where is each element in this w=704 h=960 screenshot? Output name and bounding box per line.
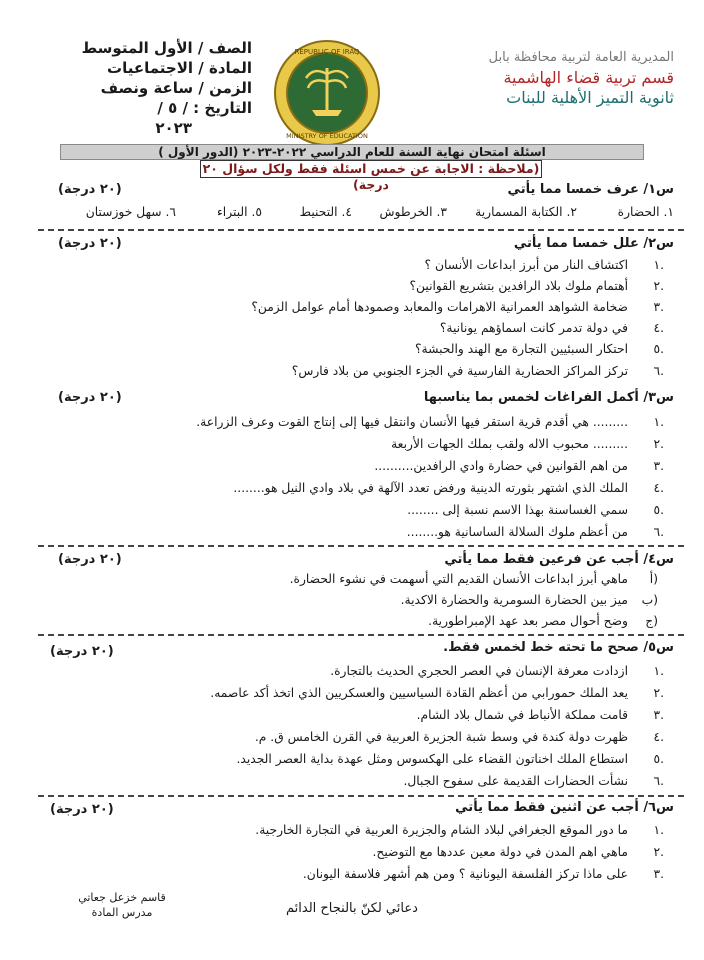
q2-item: في دولة تدمر كانت اسماؤهم يونانية؟ <box>439 321 628 335</box>
q2-item-number: ٦. <box>653 364 664 378</box>
q2-item: أهتمام ملوك بلاد الرافدين بتشريع القوانين؟ <box>409 279 628 293</box>
q2-item: تركز المراكز الحضارية الفارسية في الجزء الجنوبي من بلاد فارس؟ <box>291 364 628 378</box>
teacher-signature <box>72 890 172 920</box>
section-divider <box>38 634 684 636</box>
q6-item: ما دور الموقع الجغرافي لبلاد الشام والجزيرة العربية في التجارة الخارجية. <box>255 823 628 837</box>
q2-marks: (٢٠ درجة) <box>58 236 122 251</box>
q3-marks: (٢٠ درجة) <box>58 390 122 405</box>
q6-item-number: ٣. <box>653 867 664 881</box>
q3-item: الملك الذي اشتهر بثورته الدينية ورفض تعدد الآلهة في بلاد وادي النيل هو........ <box>233 481 628 495</box>
q3-item-number: ٢. <box>653 437 664 451</box>
q3-item: ......... محبوب الاله ولقب بملك الجهات الأربعة <box>391 437 628 451</box>
q6-title: س٦/ أجب عن اثنين فقط مما يأتي <box>455 800 674 815</box>
ministry-of-education-seal-icon <box>272 38 382 148</box>
q2-title: س٢/ علل خمسا مما يأتي <box>513 236 674 251</box>
q3-item: ......... هي أقدم قرية استقر فيها الأنسان وانتقل فيها إلى إنتاج القوت وعرف الزراعة. <box>196 415 628 429</box>
q6-item: على ماذا تركز الفلسفة اليونانية ؟ ومن هم أشهر فلاسفة اليونان. <box>302 867 628 881</box>
svg-text:REPUBLIC OF IRAQ: REPUBLIC OF IRAQ <box>294 48 360 56</box>
q1-term: ١. الحضارة <box>617 205 674 219</box>
q5-title: س٥/ صحح ما تحته خط لخمس فقط. <box>443 640 674 655</box>
q6-item: ماهي اهم المدن في دولة معين عددها مع التوضيح. <box>372 845 628 859</box>
exam-title-banner: اسئلة امتحان نهاية السنة للعام الدراسي ٢٠٢٢-٢٠٢٣ (الدور الأول ) <box>60 144 644 160</box>
q3-item-number: ٤. <box>653 481 664 495</box>
department-line: قسم تربية قضاء الهاشمية <box>503 68 674 87</box>
q5-item: ظهرت دولة كندة في وسط شبة الجزيرة العربية في القرن الخامس ق. م. <box>254 730 628 744</box>
q4-item-letter: ج) <box>645 614 658 628</box>
section-divider <box>38 795 684 797</box>
q5-item: نشأت الحضارات القديمة على سفوح الجبال. <box>403 774 628 788</box>
year-line: ٢٠٢٣ <box>155 119 192 137</box>
teacher-name: قاسم خزعل جعاتي <box>78 891 166 904</box>
directorate-line: المديرية العامة لتربية محافظة بابل <box>488 50 674 65</box>
q3-item: من اهم القوانين في حضارة وادي الرافدين.......... <box>374 459 628 473</box>
duration-line: الزمن / ساعة ونصف <box>100 79 252 97</box>
svg-text:MINISTRY OF EDUCATION: MINISTRY OF EDUCATION <box>286 132 368 140</box>
q6-item-number: ٢. <box>653 845 664 859</box>
q1-term: ٣. الخرطوش <box>379 205 447 219</box>
q2-item-number: ٤. <box>653 321 664 335</box>
q3-item: سمي الغساسنة بهذا الاسم نسبة إلى ........ <box>407 503 628 517</box>
q2-item-number: ٢. <box>653 279 664 293</box>
q5-item: يعد الملك حمورابي من أعظم القادة السياسيين والعسكريين الذي اتخذ أكد عاصمه. <box>210 686 628 700</box>
q3-item-number: ١. <box>653 415 664 429</box>
date-line: التاريخ : / ٥ / <box>157 99 252 117</box>
q3-item: من أعظم ملوك السلالة الساسانية هو........ <box>406 525 628 539</box>
q4-item: ماهي أبرز ابداعات الأنسان القديم التي أسهمت في نشوء الحضارة. <box>289 572 628 586</box>
school-info-block <box>394 48 674 108</box>
ministry-seal <box>272 38 382 148</box>
q2-item-number: ٥. <box>653 342 664 356</box>
q3-item-number: ٥. <box>653 503 664 517</box>
subject-line: المادة / الاجتماعيات <box>107 59 252 77</box>
q4-item: ميز بين الحضارة السومرية والحضارة الاكدية. <box>400 593 628 607</box>
school-name-line: ثانوية التميز الأهلية للبنات <box>506 88 674 107</box>
q3-title: س٣/ أكمل الفراغات لخمس بما يناسبها <box>423 390 674 405</box>
q5-marks: (٢٠ درجة) <box>50 644 114 659</box>
section-divider <box>38 229 684 231</box>
q5-item-number: ٤. <box>653 730 664 744</box>
q4-item-letter: أ) <box>649 572 658 586</box>
q4-marks: (٢٠ درجة) <box>58 552 122 567</box>
q3-item-number: ٣. <box>653 459 664 473</box>
q5-item-number: ٥. <box>653 752 664 766</box>
q5-item: قامت مملكة الأنباط في شمال بلاد الشام. <box>416 708 628 722</box>
q5-item: ازدادت معرفة الإنسان في العصر الحجري الحديث بالتجارة. <box>330 664 628 678</box>
q2-item-number: ١. <box>653 258 664 272</box>
exam-note-box: (ملاحظة : الاجابة عن خمس اسئلة فقط ولكل سؤال ٢٠ درجة) <box>200 160 542 178</box>
q5-item-number: ٦. <box>653 774 664 788</box>
q5-item-number: ٣. <box>653 708 664 722</box>
teacher-role: مدرس المادة <box>91 906 153 919</box>
q4-title: س٤/ أجب عن فرعين فقط مما يأتي <box>444 552 674 567</box>
q2-item: اكتشاف النار من أبرز ابداعات الأنسان ؟ <box>424 258 628 272</box>
q1-term: ٦. سهل خوزستان <box>85 205 176 219</box>
q2-item: احتكار السبئيين التجارة مع الهند والحبشة؟ <box>415 342 628 356</box>
q6-marks: (٢٠ درجة) <box>50 802 114 817</box>
section-divider <box>38 545 684 547</box>
q4-item-letter: ب) <box>641 593 658 607</box>
q1-term: ٢. الكتابة المسمارية <box>475 205 577 219</box>
q1-term: ٤. التحنيط <box>299 205 352 219</box>
q1-title: س١/ عرف خمسا مما يأتي <box>507 182 674 197</box>
closing-wish: دعائي لكنّ بالنجاح الدائم <box>286 901 418 916</box>
q6-item-number: ١. <box>653 823 664 837</box>
q1-marks: (٢٠ درجة) <box>58 182 122 197</box>
exam-info-block <box>81 38 252 138</box>
q3-item-number: ٦. <box>653 525 664 539</box>
q5-item-number: ٢. <box>653 686 664 700</box>
q2-item-number: ٣. <box>653 300 664 314</box>
q5-item: استطاع الملك اخناتون القضاء على الهكسوس ومثل عهدة بداية العصر الجديد. <box>236 752 628 766</box>
grade-line: الصف / الأول المتوسط <box>81 39 252 57</box>
q4-item: وضح أحوال مصر بعد عهد الإمبراطورية. <box>428 614 628 628</box>
q5-item-number: ١. <box>653 664 664 678</box>
q1-term: ٥. البتراء <box>217 205 262 219</box>
q2-item: ضخامة الشواهد العمرانية الاهرامات والمعابد وصمودها أمام عوامل الزمن؟ <box>251 300 628 314</box>
